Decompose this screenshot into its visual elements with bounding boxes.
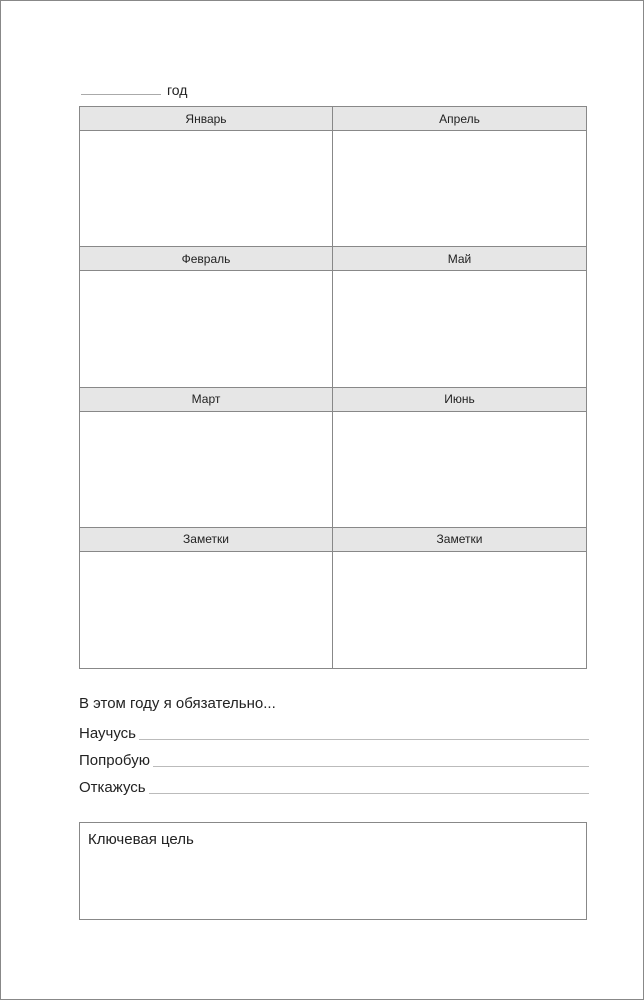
year-label: год bbox=[167, 82, 188, 98]
month-notes-area[interactable] bbox=[80, 131, 332, 246]
resolution-label: Научусь bbox=[79, 725, 136, 742]
month-notes-area[interactable] bbox=[333, 271, 586, 386]
key-goal-label: Ключевая цель bbox=[88, 831, 194, 848]
notes-header: Заметки bbox=[80, 528, 332, 552]
resolution-quit-row bbox=[79, 771, 589, 798]
month-header: Январь bbox=[80, 107, 332, 131]
resolution-label: Откажусь bbox=[79, 779, 146, 796]
month-header: Март bbox=[80, 388, 332, 412]
notes-area[interactable] bbox=[80, 552, 332, 668]
month-notes-area[interactable] bbox=[333, 131, 586, 246]
month-cell-may bbox=[333, 247, 586, 387]
year-field bbox=[81, 79, 187, 99]
notes-area[interactable] bbox=[333, 552, 586, 668]
month-notes-area[interactable] bbox=[80, 412, 332, 527]
month-notes-area[interactable] bbox=[80, 271, 332, 386]
month-cell-april bbox=[333, 107, 586, 247]
month-header: Июнь bbox=[333, 388, 586, 412]
month-cell-march bbox=[80, 388, 333, 528]
month-cell-january bbox=[80, 107, 333, 247]
resolutions-section bbox=[79, 691, 589, 798]
month-grid bbox=[79, 106, 587, 669]
notes-cell-right bbox=[333, 528, 586, 668]
month-header: Февраль bbox=[80, 247, 332, 271]
resolutions-title: В этом году я обязательно... bbox=[79, 695, 276, 712]
resolution-try-row bbox=[79, 744, 589, 771]
year-input-line[interactable] bbox=[81, 94, 161, 95]
month-header: Май bbox=[333, 247, 586, 271]
resolution-learn-row bbox=[79, 717, 589, 744]
resolution-input-line[interactable] bbox=[149, 793, 589, 794]
resolution-input-line[interactable] bbox=[153, 766, 589, 767]
month-header: Апрель bbox=[333, 107, 586, 131]
month-cell-june bbox=[333, 388, 586, 528]
resolution-input-line[interactable] bbox=[139, 739, 589, 740]
month-cell-february bbox=[80, 247, 333, 387]
resolution-label: Попробую bbox=[79, 752, 150, 769]
month-notes-area[interactable] bbox=[333, 412, 586, 527]
notes-cell-left bbox=[80, 528, 333, 668]
notes-header: Заметки bbox=[333, 528, 586, 552]
key-goal-box[interactable] bbox=[79, 822, 587, 920]
